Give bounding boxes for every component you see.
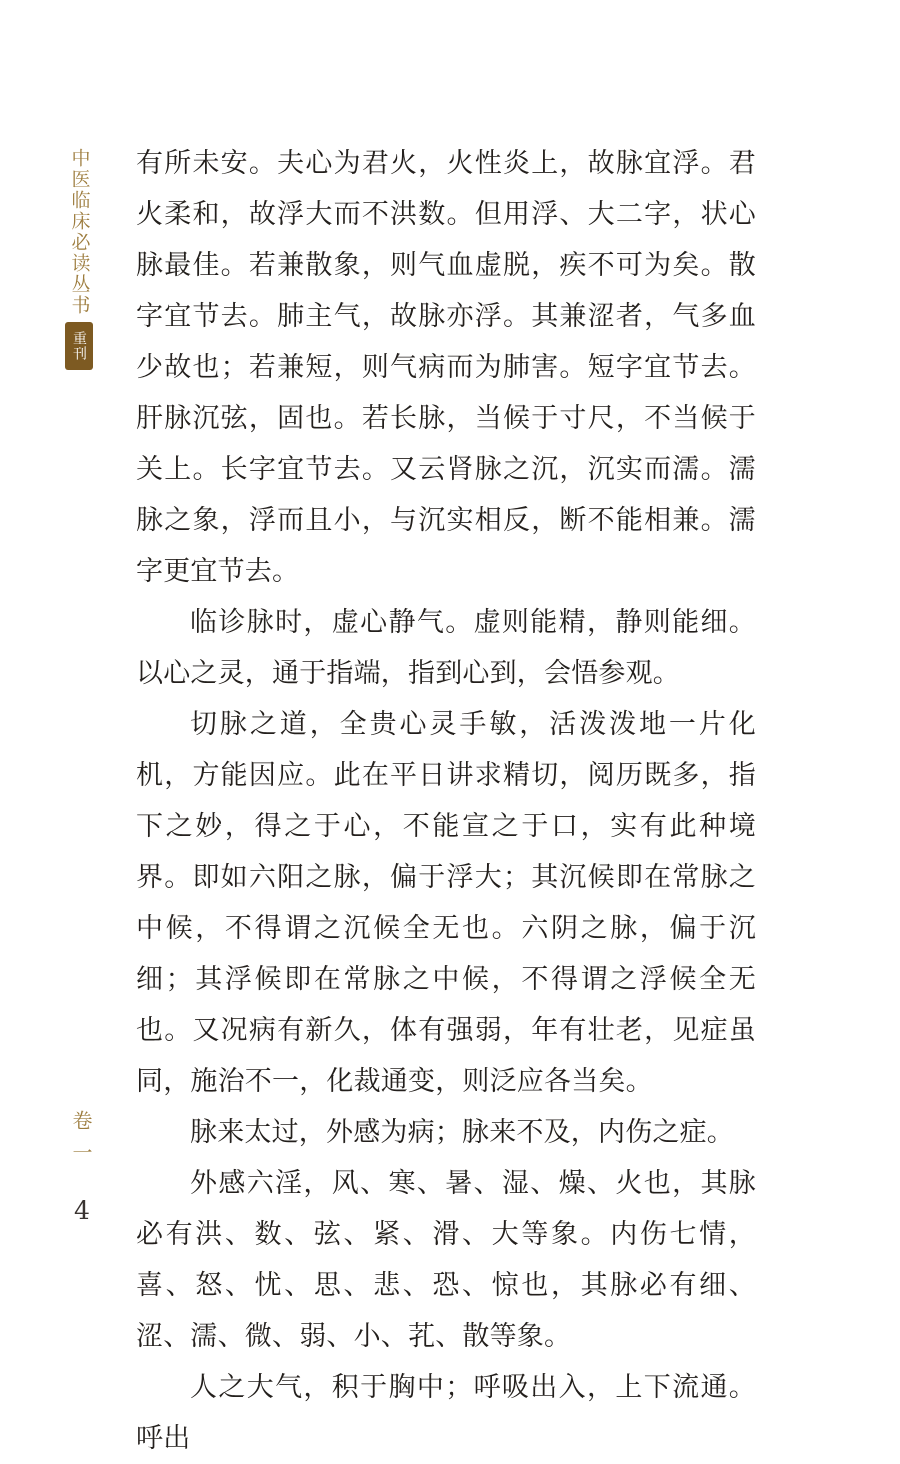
paragraph: 外感六淫，风、寒、暑、湿、燥、火也，其脉必有洪、数、弦、紧、滑、大等象。内伤七情，喜、怒、忧、思、悲、恐、惊也，其脉必有细、涩、濡、微、弱、小、芤、散等象。 (136, 1168, 756, 1352)
paragraph: 人之大气，积于胸中；呼吸出入，上下流通。呼出 (136, 1372, 756, 1454)
body-text (136, 138, 756, 1464)
series-title: 中医临床必读丛书 (68, 148, 91, 316)
page-number: 4 (74, 1196, 90, 1225)
running-header (62, 148, 96, 370)
paragraph: 临诊脉时，虚心静气。虚则能精，静则能细。以心之灵，通于指端，指到心到，会悟参观。 (136, 607, 756, 689)
paragraph: 有所未安。夫心为君火，火性炎上，故脉宜浮。君火柔和，故浮大而不洪数。但用浮、大二字，状心脉最佳。若兼散象，则气血虚脱，疾不可为矣。散字宜节去。肺主气，故脉亦浮。其兼涩者，气多血少故也；若兼短，则气病而为肺害。短字宜节去。肝脉沉弦，固也。若长脉，当候于寸尺，不当候于关上。长字宜节去。又云肾脉之沉，沉实而濡。濡脉之象，浮而且小，与沉实相反，断不能相兼。濡字更宜节去。 (136, 148, 756, 587)
paragraph: 切脉之道，全贵心灵手敏，活泼泼地一片化机，方能因应。此在平日讲求精切，阅历既多，指下之妙，得之于心，不能宣之于口，实有此种境界。即如六阳之脉，偏于浮大；其沉候即在常脉之中候，不得谓之沉候全无也。六阴之脉，偏于沉细；其浮候即在常脉之中候，不得谓之浮候全无也。又况病有新久，体有强弱，年有壮老，见症虽同，施治不一，化裁通变，则泛应各当矣。 (136, 709, 756, 1097)
paragraph: 脉来太过，外感为病；脉来不及，内伤之症。 (190, 1117, 734, 1148)
volume-label: 卷一 (69, 1110, 93, 1174)
reprint-seal: 重刊 (65, 322, 93, 370)
